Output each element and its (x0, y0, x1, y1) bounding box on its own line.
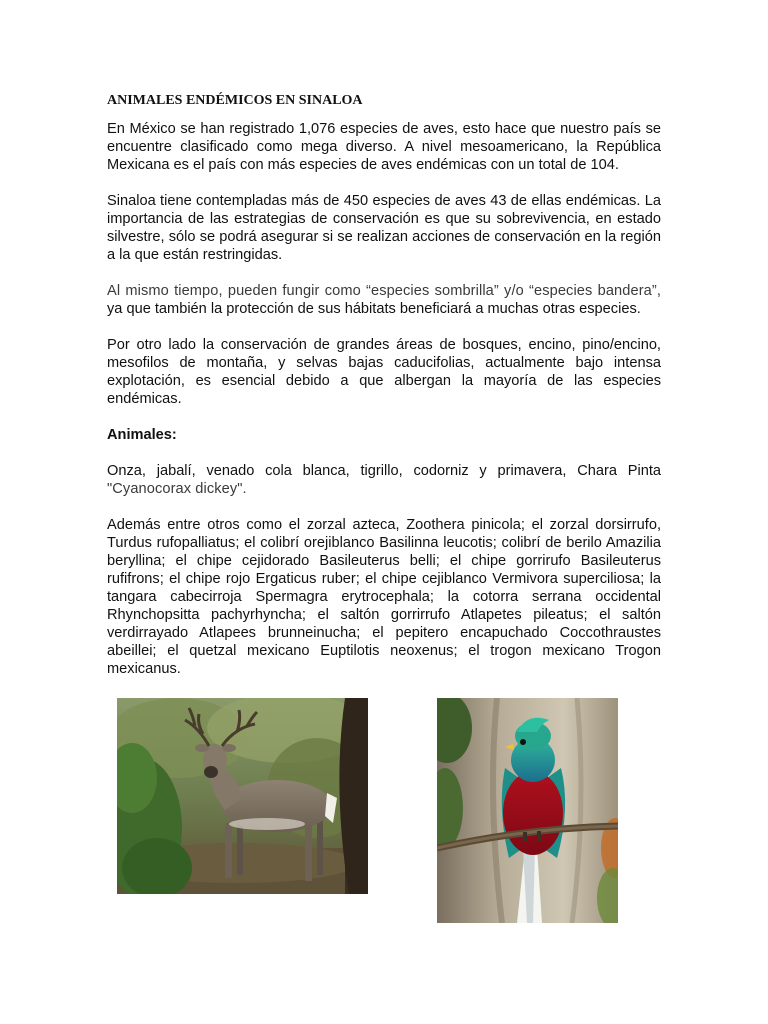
document-page (107, 92, 661, 696)
paragraph-umbrella-species (107, 282, 661, 318)
paragraph-forest-conservation: Por otro lado la conservación de grandes áreas de bosques, encino, pino/encino, mesofilos de montaña, y selvas bajas caducifolias, actualmente bajo intensa explotación, es esencial debido a que albergan la mayoría de las especies endémicas. (107, 337, 661, 407)
resplendent-quetzal-photo (437, 698, 618, 923)
document-title: ANIMALES ENDÉMICOS EN SINALOA (107, 93, 363, 108)
chara-pinta-scientific-name: "Cyanocorax dickey". (107, 481, 247, 497)
umbrella-species-sentence: Al mismo tiempo, pueden fungir como “especies sombrilla” y/o “especies bandera”, (107, 283, 661, 299)
habitat-protection-sentence: ya que también la protección de sus hábitats beneficiará a muchas otras especies. (107, 301, 641, 317)
animals-list-text: Onza, jabalí, venado cola blanca, tigrillo, codorniz y primavera, Chara Pinta (107, 463, 661, 479)
paragraph-bird-species: Además entre otros como el zorzal azteca, Zoothera pinicola; el zorzal dorsirrufo, Turdus rufopalliatus; el colibrí orejiblanco Basilinna leucotis; colibrí de berilo Amazilia beryllina; el chipe cejidorado Basileuterus belli; el chipe gorrirufo Basileuterus rufifrons; el chipe rojo Ergaticus ruber; el chipe cejiblanco Vermivora superciliosa; la tangara cabecirroja Spermagra erytrocephala; la cotorra serrana occidental Rhynchopsitta pachyrhyncha; el saltón gorrirrufo Atlapetes pileatus; el saltón verdirrayado Atlapees brunneinucha; el pepitero encapuchado Coccothraustes abeillei; el quetzal mexicano Euptilotis neoxenus; el trogon mexicano Trogon mexicanus. (107, 517, 661, 677)
paragraph-sinaloa-species: Sinaloa tiene contempladas más de 450 especies de aves 43 de ellas endémicas. La importancia de las estrategias de conservación es que su sobrevivencia, en estado silvestre, sólo se podrá asegurar si se realizan acciones de conservación en la región a la que están restringidas. (107, 193, 661, 263)
animals-heading: Animales: (107, 427, 177, 443)
white-tailed-deer-photo (117, 698, 368, 894)
paragraph-animals-list (107, 462, 661, 498)
paragraph-birds-mexico: En México se han registrado 1,076 especies de aves, esto hace que nuestro país se encuentre clasificado como mega diverso. A nivel mesoamericano, la República Mexicana es el país con más especies de aves endémicas con un total de 104. (107, 121, 661, 173)
